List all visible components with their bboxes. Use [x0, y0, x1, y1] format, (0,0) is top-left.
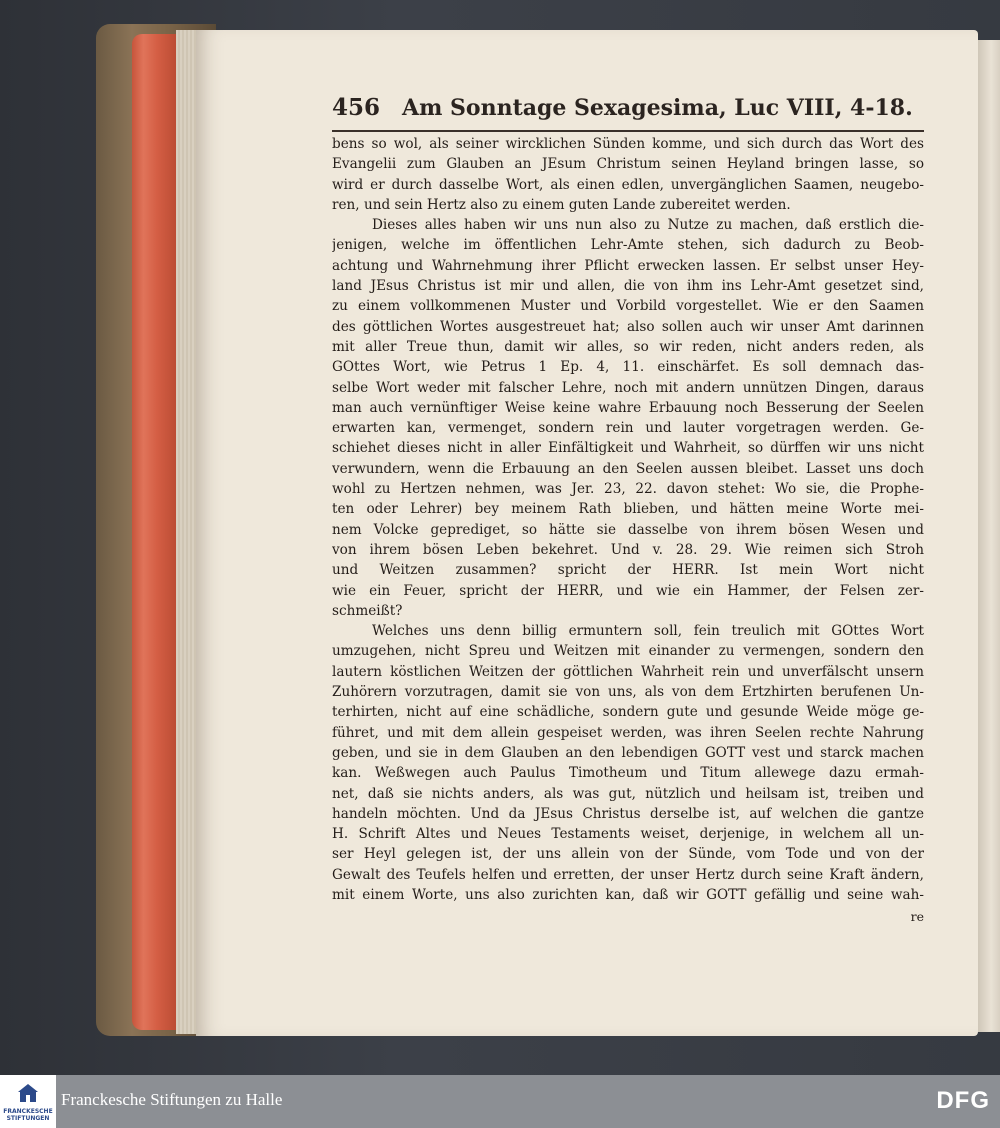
text-line: kan. Weßwegen auch Paulus Timotheum und Titum allewege dazu ermah-	[332, 765, 924, 782]
text-line: GOttes Wort, wie Petrus 1 Ep. 4, 11. einschärfet. Es soll demnach das-	[332, 359, 924, 376]
text-line: mit aller Treue thun, damit wir alles, so wir reden, nicht anders reden, als	[332, 338, 924, 355]
text-line: ren, und sein Hertz also zu einem guten Lande zubereitet werden.	[332, 196, 791, 213]
catchword: re	[910, 909, 924, 925]
text-line: zu einem vollkommenen Muster und Vorbild vorgestellet. Wie er den Saamen	[332, 298, 924, 315]
page-body-text	[332, 134, 924, 928]
text-line: Welches uns denn billig ermuntern soll, fein treulich mit GOttes Wort	[372, 623, 924, 640]
building-icon	[17, 1083, 39, 1103]
text-line: mit einem Worte, uns also zurichten kan, daß wir GOTT gefällig und seine wah-	[332, 886, 924, 903]
text-line: net, daß sie nichts anders, als was gut, nützlich und heilsam ist, treiben und	[332, 785, 924, 802]
book-red-edge	[132, 34, 178, 1030]
text-line: schmeißt?	[332, 602, 403, 619]
text-line: verwundern, wenn die Erbauung an den Seelen aussen bleibet. Lasset uns doch	[332, 460, 924, 477]
footer-bar	[0, 1075, 1000, 1128]
text-line: man auch vernünftiger Weise keine wahre Erbauung noch Besserung der Seelen	[332, 399, 924, 416]
text-line: führet, und mit dem allein gespeiset werden, was ihren Seelen rechte Nahrung	[332, 724, 924, 741]
text-line: selbe Wort weder mit falscher Lehre, noch mit andern unnützen Dingen, daraus	[332, 379, 924, 396]
text-line: achtung und Wahrnehmung ihrer Pflicht erwecken lassen. Er selbst unser Hey-	[332, 257, 924, 274]
text-line: wird er durch dasselbe Wort, als einen edlen, unvergänglichen Saamen, neugebo-	[332, 176, 924, 193]
text-line: jenigen, welche im öffentlichen Lehr-Amte stehen, sich dadurch zu Beob-	[332, 237, 924, 254]
text-line: geben, und sie in dem Glauben an den lebendigen GOTT vest und starck machen	[332, 744, 924, 761]
text-line: Dieses alles haben wir uns nun also zu Nutze zu machen, daß erstlich die-	[372, 217, 924, 234]
institution-logo[interactable]	[0, 1075, 56, 1128]
logo-text: FRANCKESCHE STIFTUNGEN	[3, 1108, 53, 1122]
text-line: Gewalt des Teufels helfen und erretten, der unser Hertz durch seine Kraft ändern,	[332, 866, 924, 883]
text-line: Evangelii zum Glauben an JEsum Christum seinen Heyland bringen lasse, so	[332, 156, 924, 173]
text-line: bens so wol, als seiner wircklichen Sünden komme, und sich durch das Wort des	[332, 136, 924, 152]
text-line: terhirten, nicht auf eine schädliche, sondern gute und gesunde Weide möge ge-	[332, 704, 924, 721]
text-line: ten oder Lehrer) bey meinem Rath blieben, und hätten meine Worte mei-	[332, 501, 924, 518]
text-line: des göttlichen Wortes ausgestreuet hat; also sollen auch wir unser Amt darinnen	[332, 318, 924, 335]
text-line: erwarten kan, vermenget, sondern rein und lauter vorgetragen werden. Ge-	[332, 420, 924, 437]
text-line: von ihrem bösen Leben bekehret. Und v. 28. 29. Wie reimen sich Stroh	[332, 541, 924, 558]
page-number: 456	[332, 94, 381, 121]
text-line: schiehet dieses nicht in aller Einfältigkeit und Wahrheit, so dürffen wir uns nicht	[332, 440, 924, 457]
text-line: wie ein Feuer, spricht der HERR, und wie ein Hammer, der Felsen zer-	[332, 582, 924, 599]
header-rule	[332, 130, 924, 132]
facing-page-edge	[978, 40, 1000, 1032]
text-line: und Weitzen zusammen? spricht der HERR. Ist mein Wort nicht	[332, 562, 924, 579]
text-line: handeln möchten. Und da JEsus Christus derselbe ist, auf welchen die gantze	[332, 805, 924, 822]
text-line: lautern köstlichen Weitzen der göttlichen Wahrheit rein und unverfälscht unsern	[332, 663, 924, 680]
running-header	[332, 94, 922, 128]
text-line: land JEsus Christus ist mir und allen, die von ihm ins Lehr-Amt gesetzet sind,	[332, 278, 924, 295]
dfg-logo[interactable]: DFG	[936, 1087, 990, 1114]
institution-name[interactable]: Franckesche Stiftungen zu Halle	[61, 1090, 283, 1109]
text-line: H. Schrift Altes und Neues Testaments weiset, derjenige, in welchem all un-	[332, 826, 924, 843]
text-line: wohl zu Hertzen nehmen, was Jer. 23, 22. davon stehet: Wo sie, die Prophe-	[332, 481, 924, 498]
text-line: Zuhörern vorzutragen, damit sie von uns, als von dem Ertzhirten berufenen Un-	[332, 684, 924, 701]
text-line: ser Heyl gelegen ist, der uns allein von der Sünde, vom Tode und von der	[332, 846, 924, 863]
text-line: nem Volcke geprediget, so hätte sie dasselbe von ihrem bösen Wesen und	[332, 521, 924, 538]
text-line: umzugehen, nicht Spreu und Weitzen mit einander zu vermengen, sondern den	[332, 643, 924, 660]
running-head-title: Am Sonntage Sexagesima, Luc VIII, 4-18.	[402, 95, 913, 121]
